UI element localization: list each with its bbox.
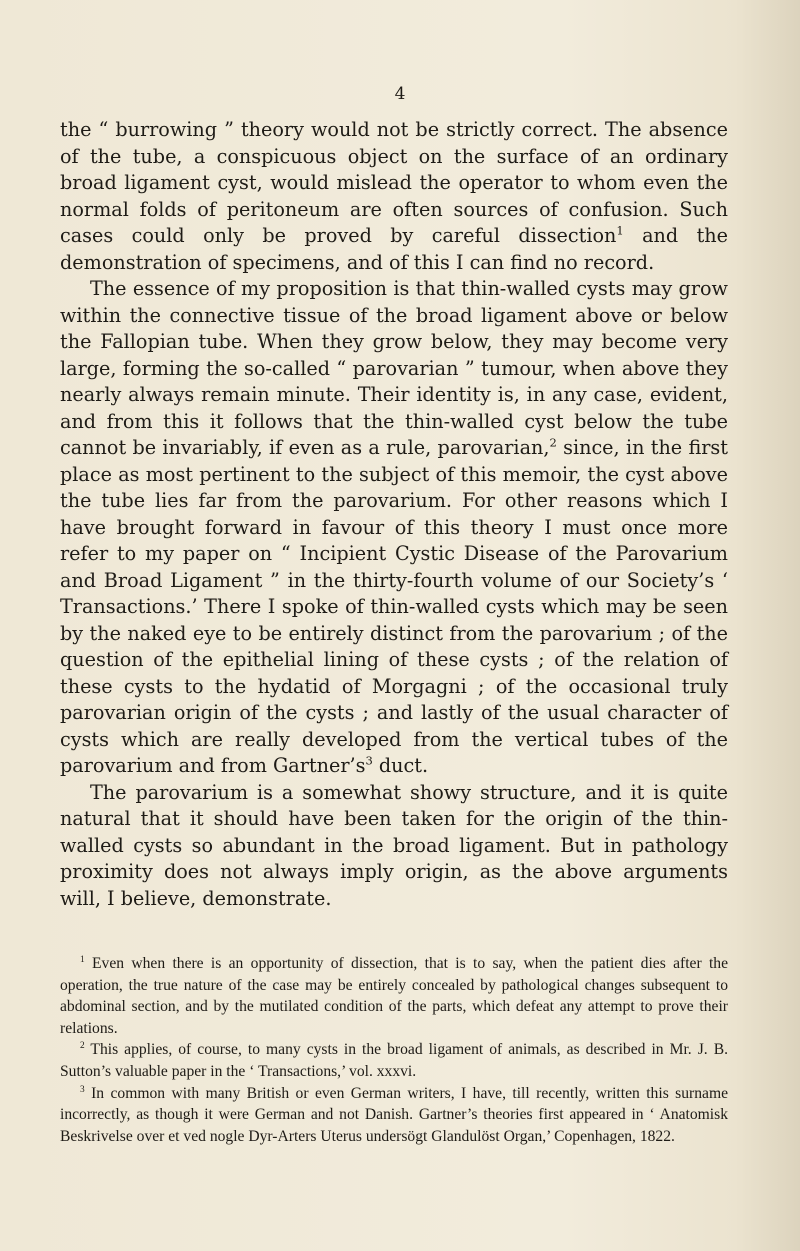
- footnote-mark: 1: [80, 954, 85, 965]
- body-text: [60, 117, 728, 912]
- footnote-mark: 3: [80, 1084, 85, 1095]
- footnote-ref: 2: [549, 435, 557, 450]
- footnote: [60, 953, 728, 1039]
- text-run: duct.: [372, 754, 429, 777]
- footnote: [60, 1039, 728, 1082]
- footnote-text: Even when there is an opportunity of dissection, that is to say, when the patient dies after the operation, the true nature of the case may be entirely concealed by pathological changes subsequent to abdominal section, and by the mutilated condition of the parts, which defeat any attempt to prove their relations.: [60, 955, 728, 1037]
- text-run: since, in the first place as most pertinent to the subject of this memoir, the cyst above the tube lies far from the parovarium. For other reasons which I have brought forward in favour of this theory I must once more refer to my paper on “ Incipient Cystic Disease of the Parovarium and Broad Ligament ” in the thirty-fourth volume of our Society’s ‘ Transactions.’ There I spoke of thin-walled cysts which may be seen by the naked eye to be entirely distinct from the parovarium ; of the question of the epithelial lining of these cysts ; of the relation of these cysts to the hydatid of Morgagni ; of the occasional truly parovarian origin of the cysts ; and lastly of the usual character of cysts which are really developed from the vertical tubes of the parovarium and from Gartner’s: [60, 436, 728, 777]
- text-run: The essence of my proposition is that thin-walled cysts may grow within the connective tissue of the broad ligament above or below the Fallopian tube. When they grow below, they may become very large, forming the so-called “ parovarian ” tumour, when above they nearly always remain minute. Their identity is, in any case, evident, and from this it follows that the thin-walled cyst below the tube cannot be invariably, if even as a rule, parovarian,: [60, 277, 728, 459]
- footnote-text: This applies, of course, to many cysts in the broad ligament of animals, as described in Mr. J. B. Sutton’s valuable paper in the ‘ Transactions,’ vol. xxxvi.: [60, 1041, 728, 1080]
- footnote-mark: 2: [80, 1041, 85, 1052]
- page-number: 4: [394, 84, 406, 104]
- footnote-ref: 3: [365, 753, 373, 768]
- footnote: [60, 1083, 728, 1148]
- text-run: The parovarium is a somewhat showy structure, and it is quite natural that it should have been taken for the origin of the thin-walled cysts so abundant in the broad ligament. But in pathology proximity does not always imply origin, as the above arguments will, I believe, demonstrate.: [60, 780, 728, 910]
- footnote-ref: 1: [616, 223, 624, 238]
- text-run: and the demonstration of specimens, and of this I can find no record.: [60, 224, 729, 274]
- paragraph: [60, 276, 728, 780]
- footnotes: [60, 953, 728, 1147]
- paragraph: [60, 117, 728, 276]
- text-run: the “ burrowing ” theory would not be strictly correct. The absence of the tube, a conspicuous object on the surface of an ordinary broad ligament cyst, would mislead the operator to whom even the normal folds of peritoneum are often sources of confusion. Such cases could only be proved by careful dissection: [60, 118, 728, 247]
- footnote-text: In common with many British or even German writers, I have, till recently, written this surname incorrectly, as though it were German and not Danish. Gartner’s theories first appeared in ‘ Anatomisk Beskrivelse over et ved nogle Dyr-Arters Uterus undersögt Glandulöst Organ,’ Copenhagen, 1822.: [60, 1084, 728, 1145]
- paragraph: [60, 780, 728, 913]
